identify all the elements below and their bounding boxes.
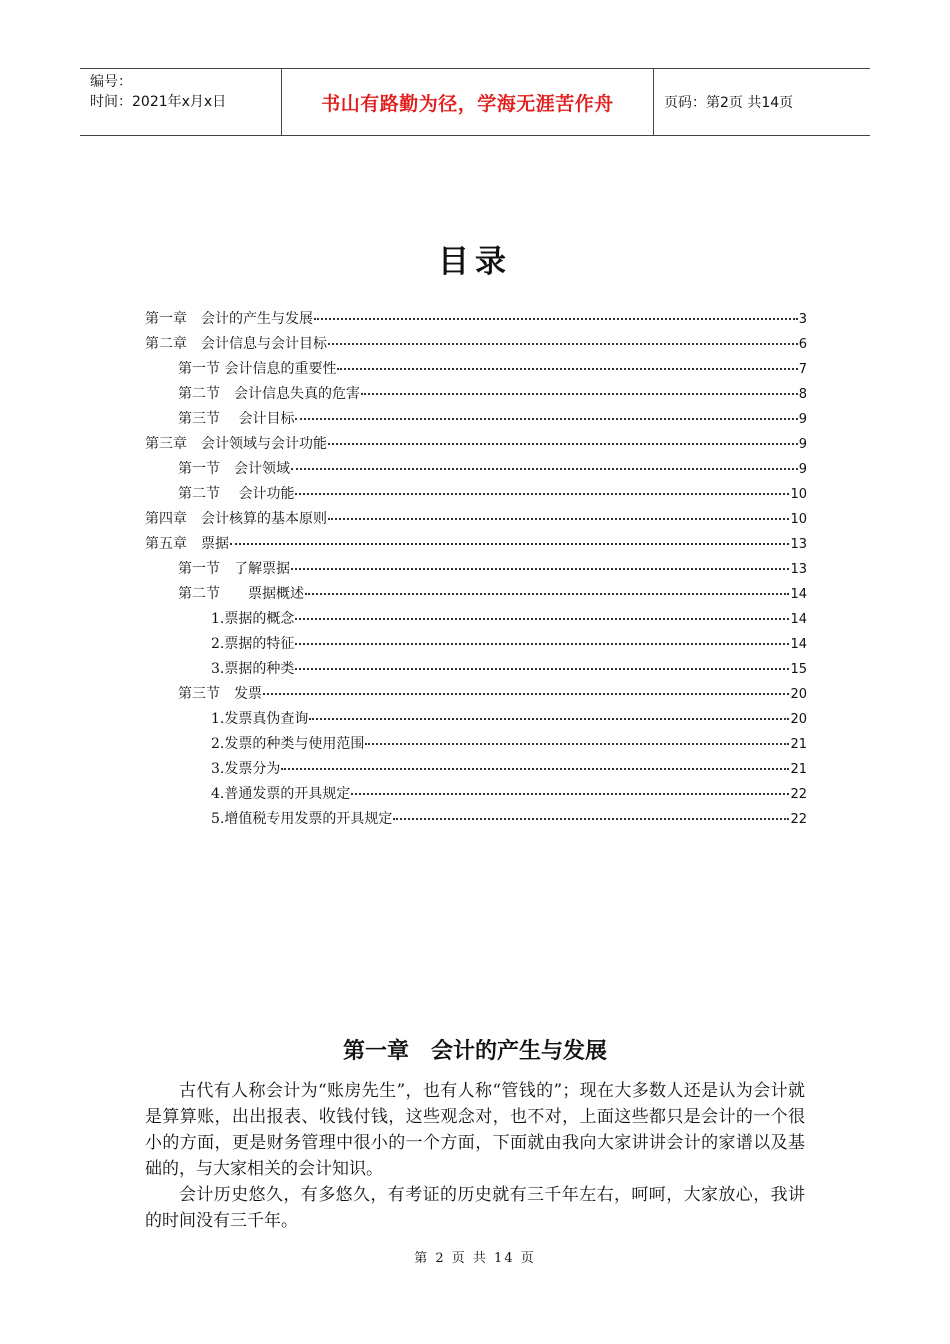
toc-leader-dots — [295, 642, 789, 645]
toc-entry-label: 第二节 会计信息失真的危害 — [178, 386, 360, 402]
toc-entry-page: 13 — [790, 537, 807, 552]
header-motto-cell — [282, 69, 654, 135]
toc-leader-dots — [328, 442, 798, 445]
toc-entry-label: 第一节 了解票据 — [178, 561, 290, 577]
toc-entry[interactable] — [145, 333, 807, 358]
toc-entry[interactable] — [145, 533, 807, 558]
toc-entry[interactable] — [145, 608, 807, 633]
toc-entry-label: 3.票据的种类 — [211, 661, 295, 677]
chapter-body — [145, 1078, 805, 1234]
toc-entry-page: 8 — [798, 387, 807, 402]
header-motto: 书山有路勤为径，学海无涯苦作舟 — [321, 92, 614, 115]
toc-entry-label: 第一节 会计信息的重要性 — [178, 361, 337, 377]
toc-entry[interactable] — [145, 758, 807, 783]
toc-entry-page: 22 — [790, 812, 807, 827]
toc-leader-dots — [263, 692, 789, 695]
toc-entry-label: 2.票据的特征 — [211, 636, 295, 652]
toc-entry[interactable] — [145, 308, 807, 333]
chapter-title: 第一章 会计的产生与发展 — [342, 1039, 607, 1064]
toc-entry-label: 1.票据的概念 — [211, 611, 295, 627]
toc-entry-page: 20 — [790, 687, 807, 702]
toc-entry-page: 20 — [790, 712, 807, 727]
toc-entry[interactable] — [145, 458, 807, 483]
toc-entry-label: 4.普通发票的开具规定 — [211, 786, 351, 802]
toc-leader-dots — [291, 567, 789, 570]
toc-title: 目录 — [438, 244, 512, 280]
toc-entry[interactable] — [145, 658, 807, 683]
toc-leader-dots — [309, 717, 789, 720]
toc-entry-page: 6 — [798, 337, 807, 352]
toc-leader-dots — [295, 492, 789, 495]
toc-entry[interactable] — [145, 408, 807, 433]
toc-entry-page: 9 — [798, 462, 807, 477]
toc-leader-dots — [295, 417, 797, 420]
toc-entry-label: 第一节 会计领域 — [178, 461, 290, 477]
document-date-label: 时间：2021年x月x日 — [90, 94, 227, 110]
toc-entry-label: 3.发票分为 — [211, 761, 281, 777]
toc-leader-dots — [337, 367, 797, 370]
toc-entry[interactable] — [145, 383, 807, 408]
toc-entry-label: 第二节 会计功能 — [178, 486, 295, 502]
toc-entry-label: 第五章 票据 — [145, 536, 229, 552]
toc-entry-page: 22 — [790, 787, 807, 802]
toc-leader-dots — [393, 817, 789, 820]
toc-entry[interactable] — [145, 808, 807, 833]
toc-entry-label: 第一章 会计的产生与发展 — [145, 311, 313, 327]
toc-entry-page: 9 — [798, 437, 807, 452]
toc-entry[interactable] — [145, 558, 807, 583]
toc-entry-page: 9 — [798, 412, 807, 427]
toc-leader-dots — [351, 792, 789, 795]
toc-entry-page: 21 — [790, 762, 807, 777]
page-header — [80, 68, 870, 136]
page-footer: 第 2 页 共 14 页 — [414, 1251, 536, 1266]
toc-entry-label: 第四章 会计核算的基本原则 — [145, 511, 327, 527]
toc-entry-label: 第三节 会计目标 — [178, 411, 295, 427]
body-paragraph: 古代有人称会计为“账房先生”，也有人称“管钱的”；现在大多数人还是认为会计就是算算账，出出报表、收钱付钱，这些观念对，也不对，上面这些都只是会计的一个很小的方面，更是财务管理中很小的一个方面，下面就由我向大家讲讲会计的家谱以及基础的，与大家相关的会计知识。 — [145, 1081, 805, 1179]
toc-entry-page: 10 — [790, 487, 807, 502]
toc-leader-dots — [281, 767, 789, 770]
toc-entry-page: 14 — [790, 587, 807, 602]
body-paragraph: 会计历史悠久，有多悠久，有考证的历史就有三千年左右，呵呵，大家放心，我讲的时间没有三千年。 — [145, 1185, 805, 1231]
toc-entry[interactable] — [145, 783, 807, 808]
toc-entry-page: 14 — [790, 637, 807, 652]
toc-leader-dots — [365, 742, 789, 745]
toc-entry[interactable] — [145, 508, 807, 533]
toc-leader-dots — [361, 392, 798, 395]
toc-entry-page: 10 — [790, 512, 807, 527]
toc-entry-page: 14 — [790, 612, 807, 627]
toc-entry-label: 5.增值税专用发票的开具规定 — [211, 811, 393, 827]
header-page-cell — [654, 69, 870, 135]
toc-entry-label: 2.发票的种类与使用范围 — [211, 736, 365, 752]
toc-entry[interactable] — [145, 633, 807, 658]
toc-entry[interactable] — [145, 358, 807, 383]
toc-leader-dots — [295, 667, 789, 670]
toc-entry-page: 7 — [798, 362, 807, 377]
toc-entry-page: 3 — [798, 312, 807, 327]
toc-entry-label: 第二节 票据概述 — [178, 586, 304, 602]
toc-entry[interactable] — [145, 733, 807, 758]
toc-entry[interactable] — [145, 708, 807, 733]
toc-leader-dots — [328, 342, 798, 345]
toc-entry[interactable] — [145, 583, 807, 608]
toc-leader-dots — [230, 542, 789, 545]
toc-entry-page: 15 — [790, 662, 807, 677]
toc-leader-dots — [295, 617, 789, 620]
document-number-label: 编号： — [90, 74, 132, 90]
toc-entry-label: 第二章 会计信息与会计目标 — [145, 336, 327, 352]
table-of-contents — [145, 308, 807, 833]
header-page-info: 页码：第2页 共14页 — [664, 95, 794, 111]
toc-leader-dots — [328, 517, 789, 520]
toc-entry-label: 第三节 发票 — [178, 686, 262, 702]
toc-entry-label: 第三章 会计领域与会计功能 — [145, 436, 327, 452]
toc-leader-dots — [291, 467, 798, 470]
toc-entry-page: 13 — [790, 562, 807, 577]
header-left-cell — [80, 69, 282, 135]
toc-entry[interactable] — [145, 433, 807, 458]
toc-entry[interactable] — [145, 683, 807, 708]
toc-entry-label: 1.发票真伪查询 — [211, 711, 309, 727]
toc-entry[interactable] — [145, 483, 807, 508]
toc-leader-dots — [305, 592, 789, 595]
toc-leader-dots — [314, 317, 798, 320]
toc-entry-page: 21 — [790, 737, 807, 752]
